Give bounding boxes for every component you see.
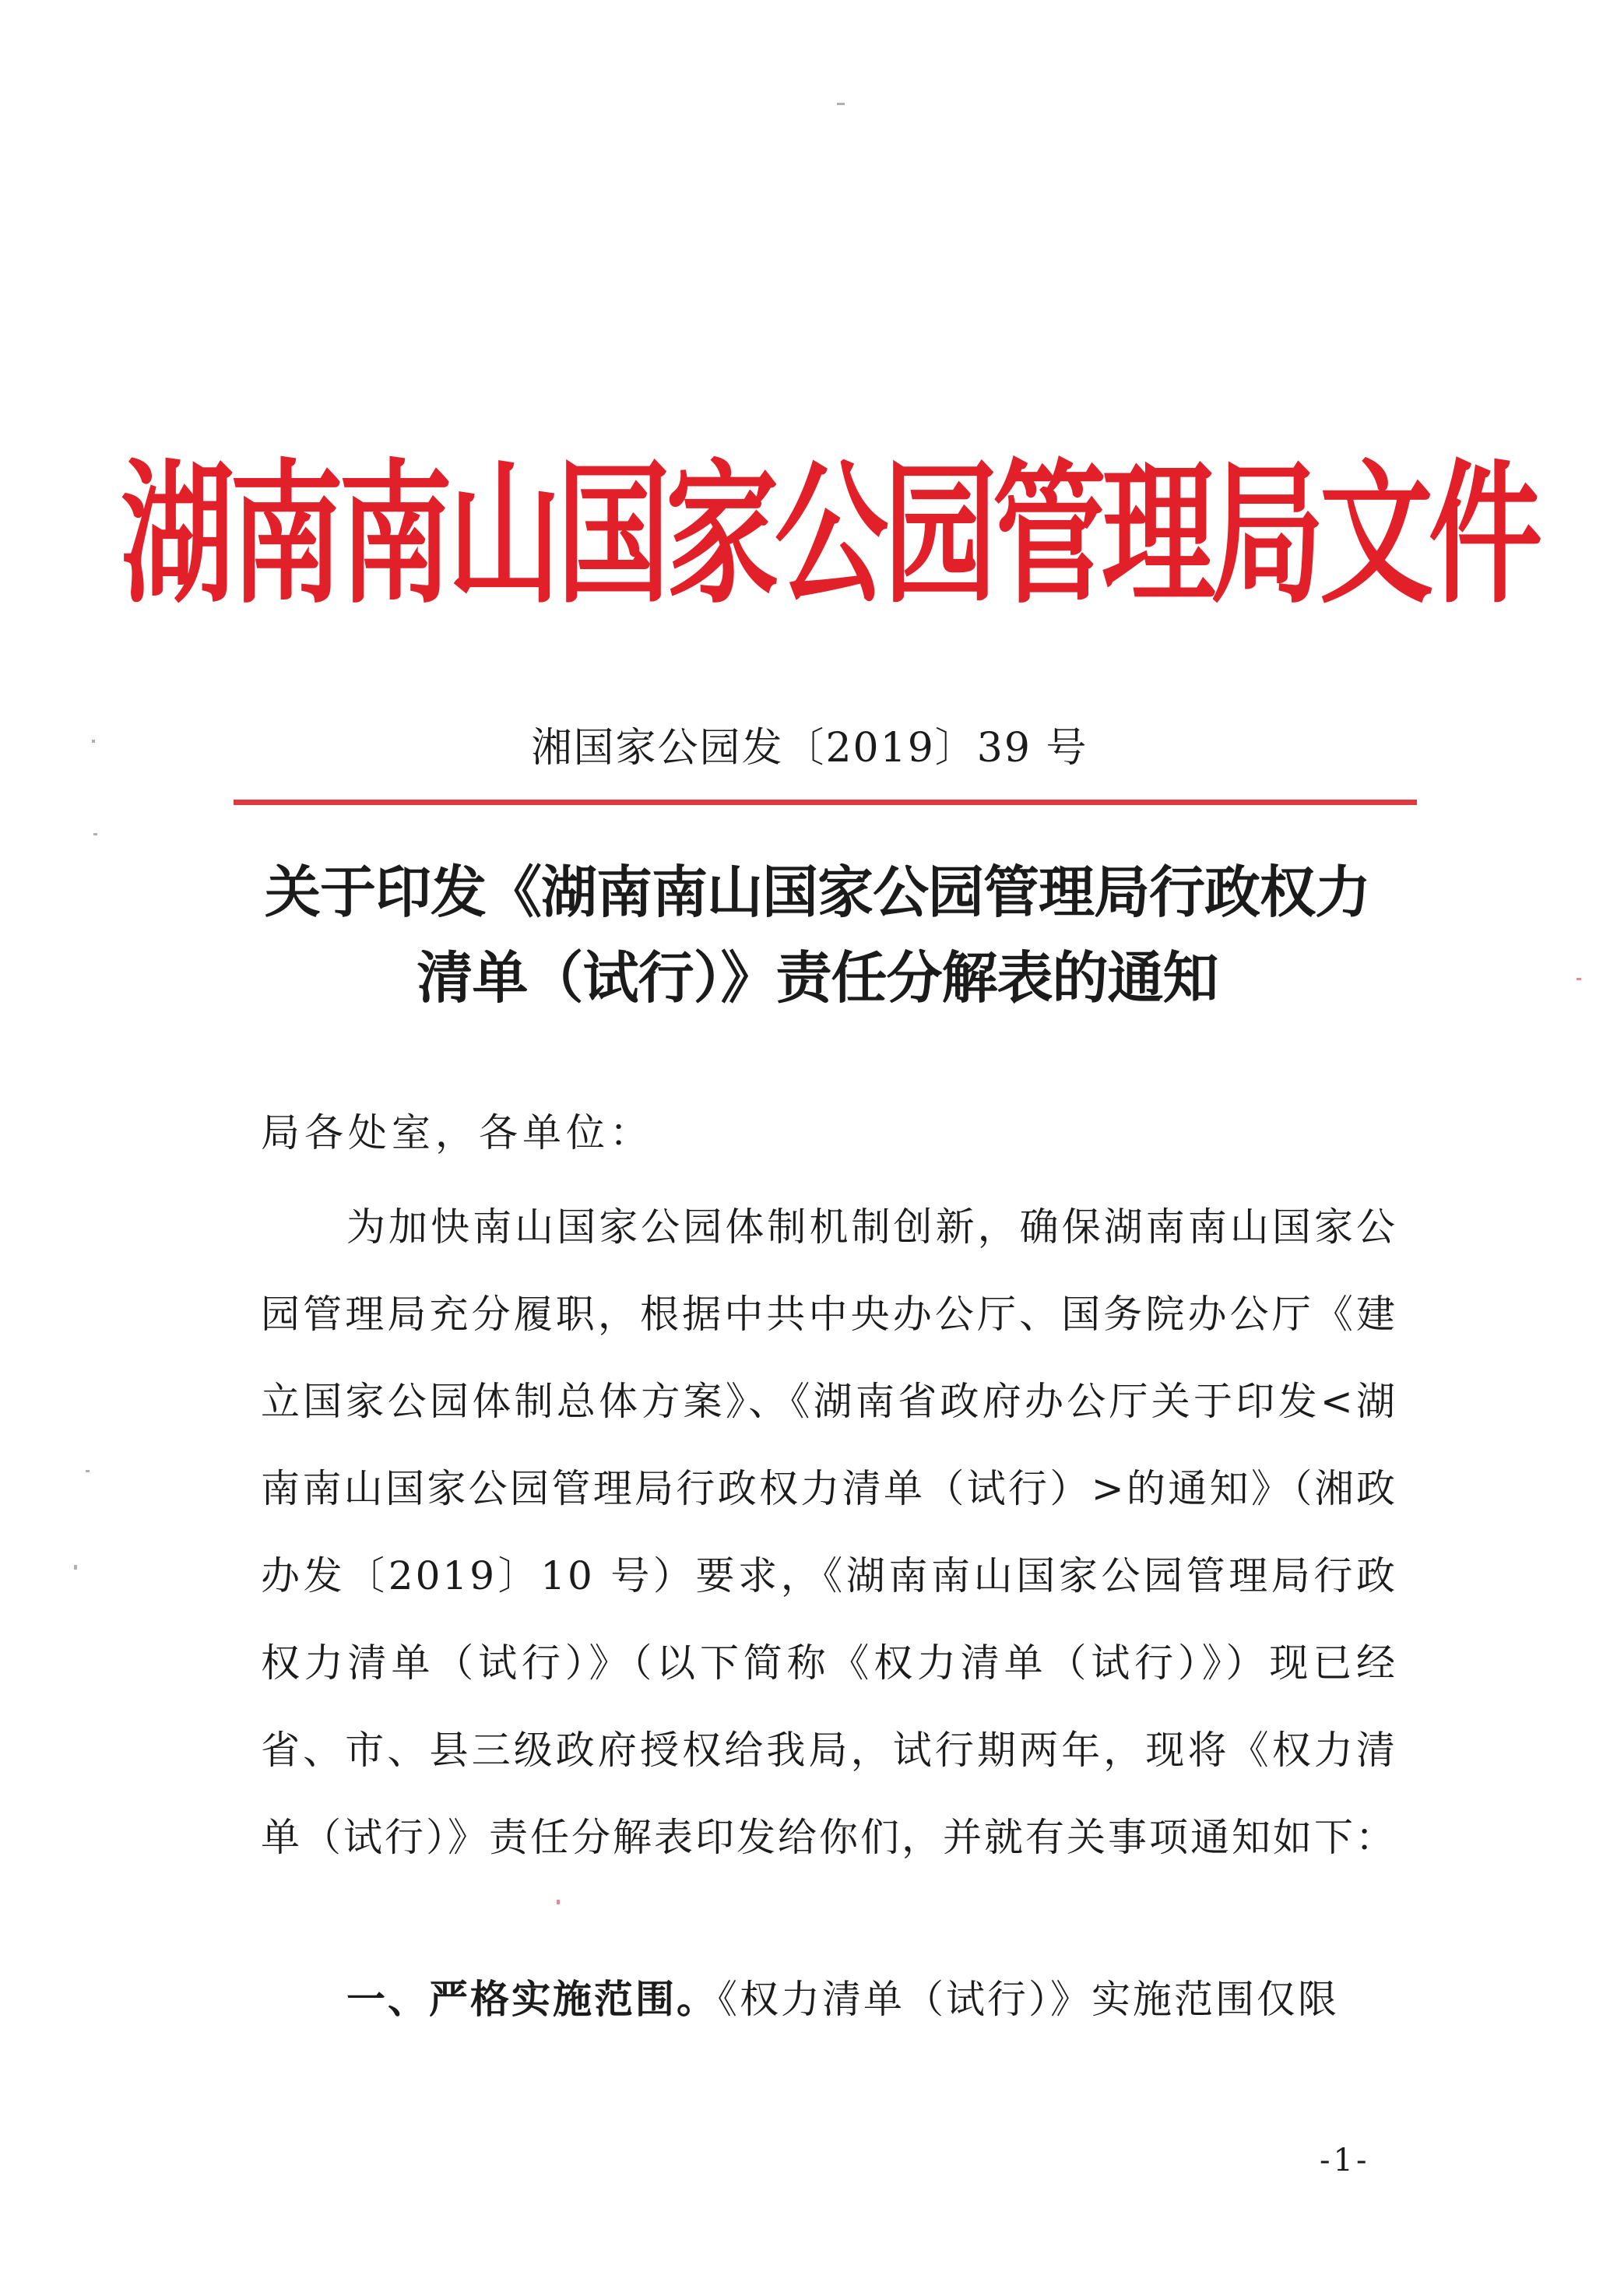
red-divider-line [234,800,1417,805]
scan-speck [837,103,845,105]
section-1-heading: 一、严格实施范围。 [346,1977,718,2022]
scan-speck [557,1900,560,1904]
scan-speck [1577,978,1581,980]
masthead-title: 湖南南山国家公园管理局文件 [121,445,1538,625]
document-number: 湘国家公园发〔2019〕39 号 [531,725,1088,772]
notice-title-line-1: 关于印发《湖南南山国家公园管理局行政权力 [264,860,1370,925]
scan-speck [86,1470,90,1472]
section-1-text: 《权力清单（试行）》实施范围仅限 [718,1977,1339,2022]
section-1 [261,1968,1397,2024]
notice-title-line-2: 清单（试行）》责任分解表的通知 [417,945,1218,1011]
page-number: -1- [1320,2143,1370,2178]
scan-speck [93,833,97,835]
scan-speck [92,740,95,743]
greeting: 局各处室，各单位： [261,1110,653,1155]
body-paragraph-1: 为加快南山国家公园体制机制创新，确保湖南南山国家公园管理局充分履职，根据中共中央办公厅、国务院办公厅《建立国家公园体制总体方案》、《湖南省政府办公厅关于印发<湖南南山国家公园管理局行政权力清单（试行）>的通知》（湘政办发〔2019〕10 号）要求，《湖南南山国家公园管理局行政权力清单（试行）》（以下简称《权力清单（试行）》）现已经省、市、县三级政府授权给我局，试行期两年，现将《权力清单（试行）》责任分解表印发给你们，并就有关事项通知如下： [261,1204,1397,1860]
scan-speck [74,1565,77,1570]
